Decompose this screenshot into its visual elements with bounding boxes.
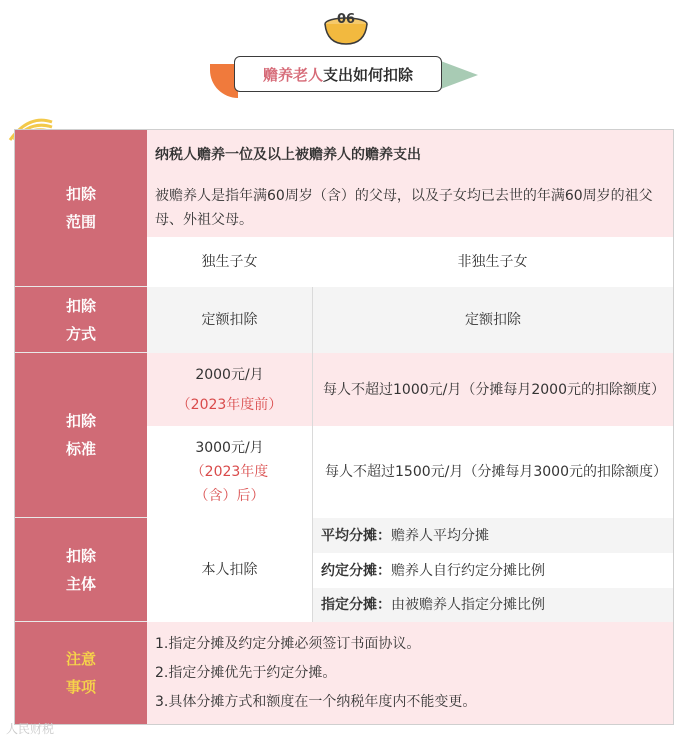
standard-label-line1: 扣除 [65,412,96,430]
title-arrow-icon [438,60,478,90]
standard-label-line2: 标准 [65,440,96,458]
subject-only-child: 本人扣除 [147,518,312,622]
scope-description: 被赡养人是指年满60周岁（含）的父母，以及子女均已去世的年满60周岁的祖父母、外祖父母。 [147,179,673,237]
subject-item-desc: 由被赡养人指定分摊比例 [391,597,545,613]
method-only-child: 定额扣除 [147,287,312,353]
standard-row1-amount: 2000元/月 [195,366,264,383]
standard-row1-note: （2023年度前） [176,396,283,413]
subject-item-desc: 赡养人平均分摊 [391,527,489,544]
subject-item [312,588,673,622]
scope-label-line2: 范围 [65,213,96,231]
standard-row2-note-line2: （含）后） [194,488,265,504]
standard-row1-only-child [147,353,312,426]
scope-heading: 纳税人赡养一位及以上被赡养人的赡养支出 [147,130,673,179]
notes-list [147,622,673,724]
section-title [234,56,442,92]
subject-item-term: 平均分摊： [321,527,391,544]
standard-row2-non-only-child: 每人不超过1500元/月（分摊每月3000元的扣除额度） [312,426,673,518]
subject-item [312,518,673,553]
title-rest: 支出如何扣除 [323,65,414,84]
subject-label-line1: 扣除 [65,546,96,565]
deduction-table [14,129,674,725]
note-item: 2.指定分摊优先于约定分摊。 [155,664,337,681]
section-number: 06 [336,12,356,27]
col-only-child: 独生子女 [147,237,312,287]
method-non-only-child: 定额扣除 [312,287,673,353]
note-item: 1.指定分摊及约定分摊必须签订书面协议。 [155,635,421,652]
section-title-banner [210,52,480,98]
standard-row1-non-only-child: 每人不超过1000元/月（分摊每月2000元的扣除额度） [312,353,673,426]
subject-item-term: 约定分摊： [321,562,391,579]
subject-label-line2: 主体 [65,574,96,593]
notes-label [15,622,147,724]
scope-label-line1: 扣除 [65,185,96,203]
notes-label-line2: 事项 [65,678,96,696]
standard-row2-amount: 3000元/月 [195,440,264,456]
standard-label [15,353,147,518]
subject-item-term: 指定分摊： [321,597,391,613]
subject-label [15,518,147,622]
method-label-line1: 扣除 [65,296,96,315]
subject-item-desc: 赡养人自行约定分摊比例 [391,562,545,579]
subject-item [312,553,673,588]
method-label-line2: 方式 [65,324,96,343]
note-item: 3.具体分摊方式和额度在一个纳税年度内不能变更。 [155,693,477,710]
method-label [15,287,147,353]
scope-label [15,130,147,287]
notes-label-line1: 注意 [65,650,96,668]
title-highlight: 赡养老人 [262,65,323,84]
col-non-only-child: 非独生子女 [312,237,673,287]
watermark: 人民财税 [6,722,55,736]
standard-row2-only-child [147,426,312,518]
standard-row2-note-line1: （2023年度 [190,464,269,480]
